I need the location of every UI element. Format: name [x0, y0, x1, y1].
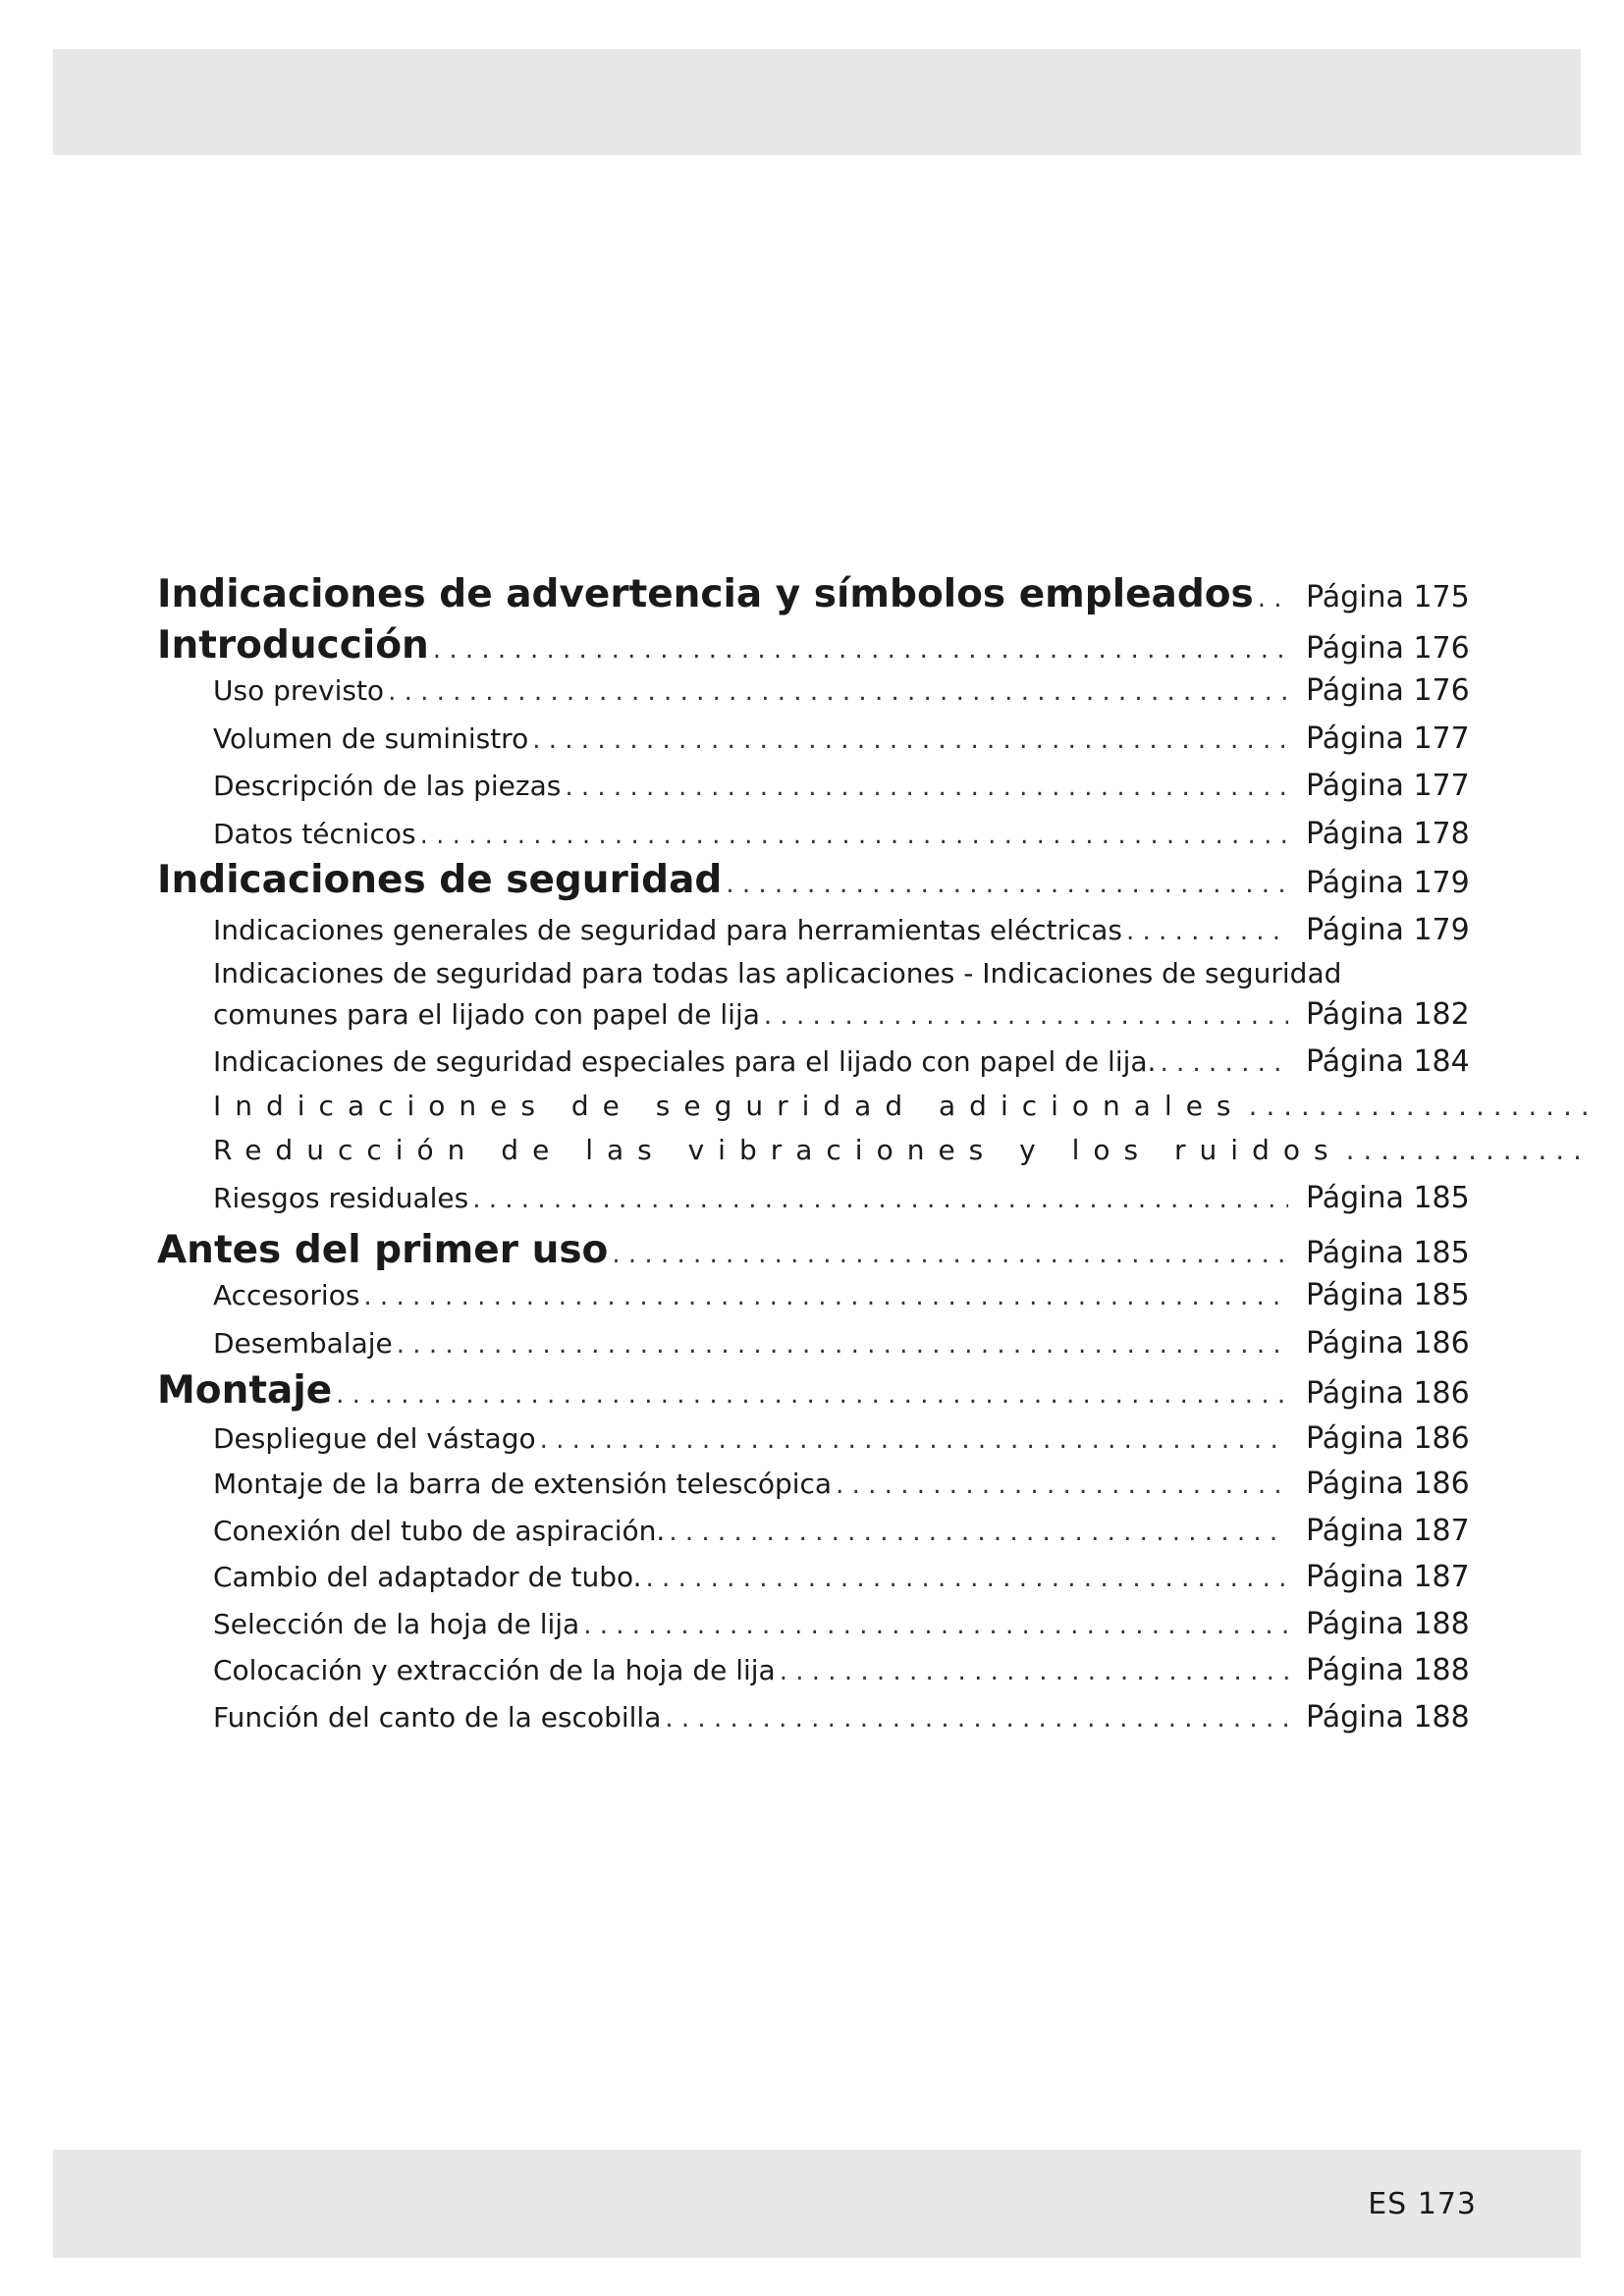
- toc-page-ref: Página 185: [1306, 1278, 1470, 1312]
- leader-dots: [540, 1425, 1288, 1455]
- toc-page-ref: Página 188: [1306, 1653, 1470, 1687]
- toc-page-ref: Página 182: [1306, 997, 1470, 1032]
- toc-entry-unfolding-shaft[interactable]: [213, 1421, 1473, 1456]
- leader-dots: [420, 821, 1288, 850]
- toc-page-ref: Página 179: [1306, 913, 1470, 947]
- toc-entry-title: Uso previsto: [213, 674, 385, 707]
- toc-page-ref: Página 186: [1306, 1376, 1470, 1411]
- toc-entry-introduction[interactable]: [157, 623, 1473, 667]
- toc-entry-warnings[interactable]: [157, 572, 1473, 616]
- toc-entry-title: Selección de la hoja de lija: [213, 1608, 580, 1640]
- toc-entry-technical-data[interactable]: [213, 817, 1473, 851]
- toc-entry-vibration-noise[interactable]: [213, 1134, 1588, 1166]
- toc-entry-brush-edge[interactable]: [213, 1700, 1473, 1735]
- toc-entry-title: Despliegue del vástago: [213, 1422, 536, 1455]
- leader-dots: [1258, 584, 1288, 614]
- toc-entry-title: Desembalaje: [213, 1327, 393, 1360]
- toc-page-ref: Página 176: [1306, 631, 1470, 666]
- toc-page-ref: Página 188: [1306, 1700, 1470, 1735]
- toc-entry-title: Indicaciones de advertencia y símbolos empleados: [157, 572, 1254, 616]
- leader-dots: [583, 1611, 1288, 1640]
- footer-band: [53, 2150, 1581, 2258]
- toc-entry-title: Antes del primer uso: [157, 1228, 609, 1272]
- toc-entry-title: Reducción de las vibraciones y los ruidos: [213, 1134, 1342, 1166]
- toc-entry-accessories[interactable]: [213, 1278, 1473, 1312]
- toc-entry-safety[interactable]: [157, 858, 1473, 902]
- leader-dots: [397, 1330, 1288, 1360]
- toc-entry-title: Riesgos residuales: [213, 1182, 469, 1214]
- toc-entry-scope-of-delivery[interactable]: [213, 721, 1473, 756]
- toc-entry-title: Colocación y extracción de la hoja de lija: [213, 1654, 776, 1686]
- toc-page-ref: Página 179: [1306, 866, 1470, 900]
- toc-page-ref: Página 185: [1306, 1181, 1470, 1215]
- leader-dots: [665, 1704, 1288, 1734]
- leader-dots: [764, 1001, 1288, 1031]
- toc-entry-title: Indicaciones generales de seguridad para herramientas eléctricas: [213, 914, 1122, 946]
- toc-page-ref: Página 184: [1306, 1044, 1470, 1079]
- toc-page-ref: Página 185: [1306, 1236, 1470, 1270]
- toc-page-ref: Página 175: [1306, 580, 1470, 614]
- leader-dots: [612, 1240, 1288, 1269]
- toc-page-ref: Página 187: [1306, 1514, 1470, 1548]
- leader-dots: [836, 1470, 1288, 1500]
- toc-entry-title: Cambio del adaptador de tubo.: [213, 1561, 642, 1593]
- toc-entry-title: Indicaciones de seguridad especiales para el lijado con papel de lija.: [213, 1045, 1157, 1078]
- leader-dots: [1126, 917, 1288, 946]
- leader-dots: [1249, 1090, 1588, 1122]
- leader-dots: [363, 1282, 1288, 1311]
- toc-entry-intended-use[interactable]: [213, 673, 1473, 708]
- toc-entry-unpacking[interactable]: [213, 1326, 1473, 1361]
- toc-entry-title: Descripción de las piezas: [213, 770, 562, 802]
- toc-entry-title: Conexión del tubo de aspiración.: [213, 1515, 666, 1547]
- leader-dots: [433, 635, 1288, 665]
- toc-page-ref: Página 176: [1306, 673, 1470, 708]
- toc-entry-title: Indicaciones de seguridad adicionales: [213, 1090, 1245, 1122]
- leader-dots: [565, 773, 1288, 802]
- toc-page-ref: Página 186: [1306, 1326, 1470, 1361]
- toc-page-ref: Página 177: [1306, 769, 1470, 803]
- toc-entry-residual-risks[interactable]: [213, 1181, 1473, 1215]
- toc-entry-title: Montaje de la barra de extensión telescópica: [213, 1468, 833, 1500]
- leader-dots: [1160, 1048, 1288, 1078]
- leader-dots: [726, 870, 1288, 899]
- leader-dots: [780, 1657, 1288, 1686]
- toc-entry-title: Montaje: [157, 1368, 333, 1413]
- toc-entry-title: Indicaciones de seguridad: [157, 858, 723, 902]
- toc-entry-special-sanding-safety[interactable]: [213, 1044, 1473, 1079]
- toc-entry-before-first-use[interactable]: [157, 1228, 1473, 1272]
- leader-dots: [336, 1380, 1288, 1410]
- leader-dots: [388, 677, 1288, 707]
- toc-entry-title: Introducción: [157, 623, 429, 667]
- toc-entry-telescopic-bar[interactable]: [213, 1467, 1473, 1501]
- toc-page-ref: Página 187: [1306, 1560, 1470, 1594]
- toc-entry-sanding-sheet-fitting[interactable]: [213, 1653, 1473, 1687]
- toc-page-ref: Página 186: [1306, 1421, 1470, 1456]
- toc-page-ref: Página 188: [1306, 1607, 1470, 1641]
- toc-entry-additional-safety[interactable]: [213, 1090, 1588, 1122]
- toc-entry-title: Accesorios: [213, 1279, 360, 1311]
- toc-entry-parts-description[interactable]: [213, 769, 1473, 803]
- toc-entry-title: Función del canto de la escobilla: [213, 1701, 662, 1734]
- leader-dots: [532, 725, 1288, 755]
- leader-dots: [472, 1185, 1288, 1214]
- toc-entry-title: Datos técnicos: [213, 818, 416, 850]
- toc-entry-title: comunes para el lijado con papel de lija: [213, 998, 760, 1031]
- toc-entry-suction-hose[interactable]: [213, 1514, 1473, 1548]
- toc-entry-title: Volumen de suministro: [213, 722, 529, 755]
- leader-dots: [669, 1518, 1288, 1547]
- toc-entry-assembly[interactable]: [157, 1368, 1473, 1413]
- toc-page-ref: Página 178: [1306, 817, 1470, 851]
- leader-dots: [1346, 1134, 1588, 1166]
- toc-entry-title-line1: Indicaciones de seguridad para todas las aplicaciones - Indicaciones de seguridad: [213, 957, 1342, 989]
- page-number: ES 173: [1368, 2187, 1477, 2221]
- toc-entry-common-sanding-safety[interactable]: [213, 997, 1473, 1032]
- leader-dots: [646, 1564, 1288, 1593]
- toc-entry-general-safety[interactable]: [213, 913, 1473, 947]
- toc-entry-hose-adapter[interactable]: [213, 1560, 1473, 1594]
- toc-entry-sanding-sheet-selection[interactable]: [213, 1607, 1473, 1641]
- toc-page-ref: Página 177: [1306, 721, 1470, 756]
- toc-page-ref: Página 186: [1306, 1467, 1470, 1501]
